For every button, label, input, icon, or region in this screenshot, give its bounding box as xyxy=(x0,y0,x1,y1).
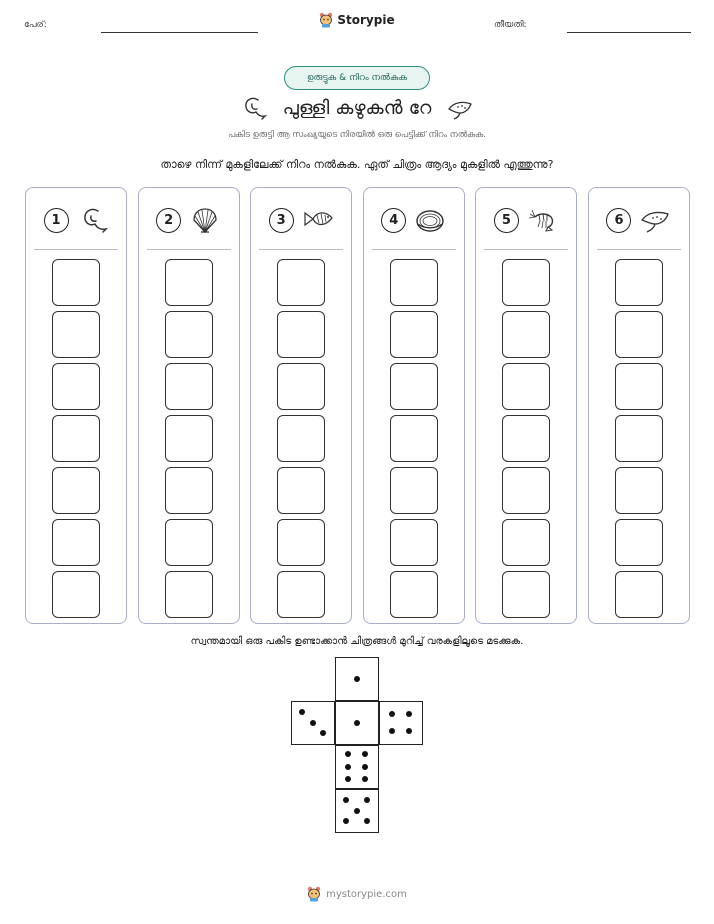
footer-url: mystorypie.com xyxy=(326,888,407,900)
stingray-icon xyxy=(445,95,475,121)
column-2 xyxy=(138,187,240,624)
die-pip xyxy=(406,728,412,734)
mascot-icon xyxy=(307,886,321,902)
brand-logo xyxy=(0,12,714,28)
column-number: 3 xyxy=(269,208,294,233)
column-header xyxy=(26,202,126,238)
mascot-icon xyxy=(319,12,333,28)
column-divider xyxy=(259,249,343,250)
column-divider xyxy=(597,249,681,250)
column-number: 4 xyxy=(381,208,406,233)
color-box[interactable] xyxy=(390,571,438,618)
column-6 xyxy=(588,187,690,624)
die-pip xyxy=(354,720,360,726)
column-number: 6 xyxy=(606,208,631,233)
color-box[interactable] xyxy=(615,311,663,358)
column-header xyxy=(476,202,576,238)
instruction-text: താഴെ നിന്ന് മുകളിലേക്ക് നിറം നൽകുക. ഏത് ചിത്രം ആദ്യം മുകളിൽ എത്തുന്നു? xyxy=(160,158,554,171)
die-pip xyxy=(345,764,351,770)
column-4 xyxy=(363,187,465,624)
column-divider xyxy=(34,249,118,250)
color-box[interactable] xyxy=(52,363,100,410)
color-box[interactable] xyxy=(615,259,663,306)
color-box[interactable] xyxy=(615,415,663,462)
color-box[interactable] xyxy=(615,571,663,618)
column-header xyxy=(589,202,689,238)
race-columns xyxy=(25,187,690,624)
die-pip xyxy=(364,797,370,803)
color-box[interactable] xyxy=(277,363,325,410)
scallop-shell-icon xyxy=(189,205,221,235)
color-box[interactable] xyxy=(502,363,550,410)
color-box[interactable] xyxy=(277,571,325,618)
footer xyxy=(0,886,714,902)
color-box[interactable] xyxy=(390,311,438,358)
column-divider xyxy=(484,249,568,250)
die-pip xyxy=(364,818,370,824)
die-face-5 xyxy=(335,789,379,833)
color-box[interactable] xyxy=(52,467,100,514)
column-1 xyxy=(25,187,127,624)
column-number: 5 xyxy=(494,208,519,233)
name-label: പേര്: xyxy=(24,20,47,30)
color-box[interactable] xyxy=(615,519,663,566)
color-box[interactable] xyxy=(52,259,100,306)
seahorse-icon xyxy=(77,205,109,235)
color-box[interactable] xyxy=(165,571,213,618)
color-box[interactable] xyxy=(165,311,213,358)
clam-icon xyxy=(414,205,446,235)
die-pip xyxy=(362,776,368,782)
color-box[interactable] xyxy=(502,415,550,462)
die-face-6 xyxy=(335,745,379,789)
color-box[interactable] xyxy=(52,519,100,566)
color-box[interactable] xyxy=(277,311,325,358)
color-box[interactable] xyxy=(502,311,550,358)
title-row xyxy=(0,92,714,124)
die-face-4 xyxy=(379,701,423,745)
die-pip xyxy=(310,720,316,726)
color-box[interactable] xyxy=(390,519,438,566)
color-box[interactable] xyxy=(165,467,213,514)
die-face-1 xyxy=(335,701,379,745)
die-pip xyxy=(362,764,368,770)
die-pip xyxy=(354,808,360,814)
color-box[interactable] xyxy=(502,571,550,618)
column-header xyxy=(139,202,239,238)
column-number: 2 xyxy=(156,208,181,233)
die-pip xyxy=(345,776,351,782)
color-box[interactable] xyxy=(165,259,213,306)
column-header xyxy=(251,202,351,238)
column-divider xyxy=(147,249,231,250)
column-5 xyxy=(475,187,577,624)
stingray-icon xyxy=(639,205,671,235)
date-line[interactable] xyxy=(567,32,691,33)
color-box[interactable] xyxy=(277,259,325,306)
color-box[interactable] xyxy=(502,467,550,514)
color-box[interactable] xyxy=(52,571,100,618)
name-line[interactable] xyxy=(101,32,258,33)
brand-name: Storypie xyxy=(337,13,395,27)
color-box[interactable] xyxy=(165,415,213,462)
column-divider xyxy=(372,249,456,250)
column-number: 1 xyxy=(44,208,69,233)
color-box[interactable] xyxy=(390,415,438,462)
color-box[interactable] xyxy=(277,415,325,462)
die-face-1 xyxy=(335,657,379,701)
column-header xyxy=(364,202,464,238)
die-pip xyxy=(389,728,395,734)
color-box[interactable] xyxy=(502,259,550,306)
color-box[interactable] xyxy=(390,363,438,410)
die-pip xyxy=(320,730,326,736)
die-pip xyxy=(406,711,412,717)
color-box[interactable] xyxy=(165,363,213,410)
color-box[interactable] xyxy=(615,363,663,410)
fish-icon xyxy=(302,205,334,235)
color-box[interactable] xyxy=(502,519,550,566)
color-box[interactable] xyxy=(615,467,663,514)
subtitle: പകിട ഉരുട്ടി ആ സംഖ്യയുടെ നിരയിൽ ഒരു പെട്ടിക്ക് നിറം നൽകുക. xyxy=(228,130,486,140)
die-pip xyxy=(343,797,349,803)
seahorse-icon xyxy=(239,95,269,121)
color-box[interactable] xyxy=(52,415,100,462)
activity-badge: ഉരുട്ടുക & നിറം നൽകുക xyxy=(284,66,430,90)
date-label: തീയതി: xyxy=(494,20,527,30)
die-pip xyxy=(299,709,305,715)
page-title: പുള്ളി കഴുകൻ റേ xyxy=(282,97,432,119)
color-box[interactable] xyxy=(52,311,100,358)
die-face-3 xyxy=(291,701,335,745)
die-pip xyxy=(345,751,351,757)
die-instruction: സ്വന്തമായി ഒരു പകിട ഉണ്ടാക്കാൻ ചിത്രങ്ങൾ മുറിച്ച് വരകളിലൂടെ മടക്കുക. xyxy=(190,636,524,647)
die-pip xyxy=(362,751,368,757)
color-box[interactable] xyxy=(277,467,325,514)
color-box[interactable] xyxy=(390,467,438,514)
color-box[interactable] xyxy=(390,259,438,306)
column-3 xyxy=(250,187,352,624)
color-box[interactable] xyxy=(277,519,325,566)
die-pip xyxy=(354,676,360,682)
die-pip xyxy=(343,818,349,824)
shrimp-icon xyxy=(527,205,559,235)
color-box[interactable] xyxy=(165,519,213,566)
die-pip xyxy=(389,711,395,717)
